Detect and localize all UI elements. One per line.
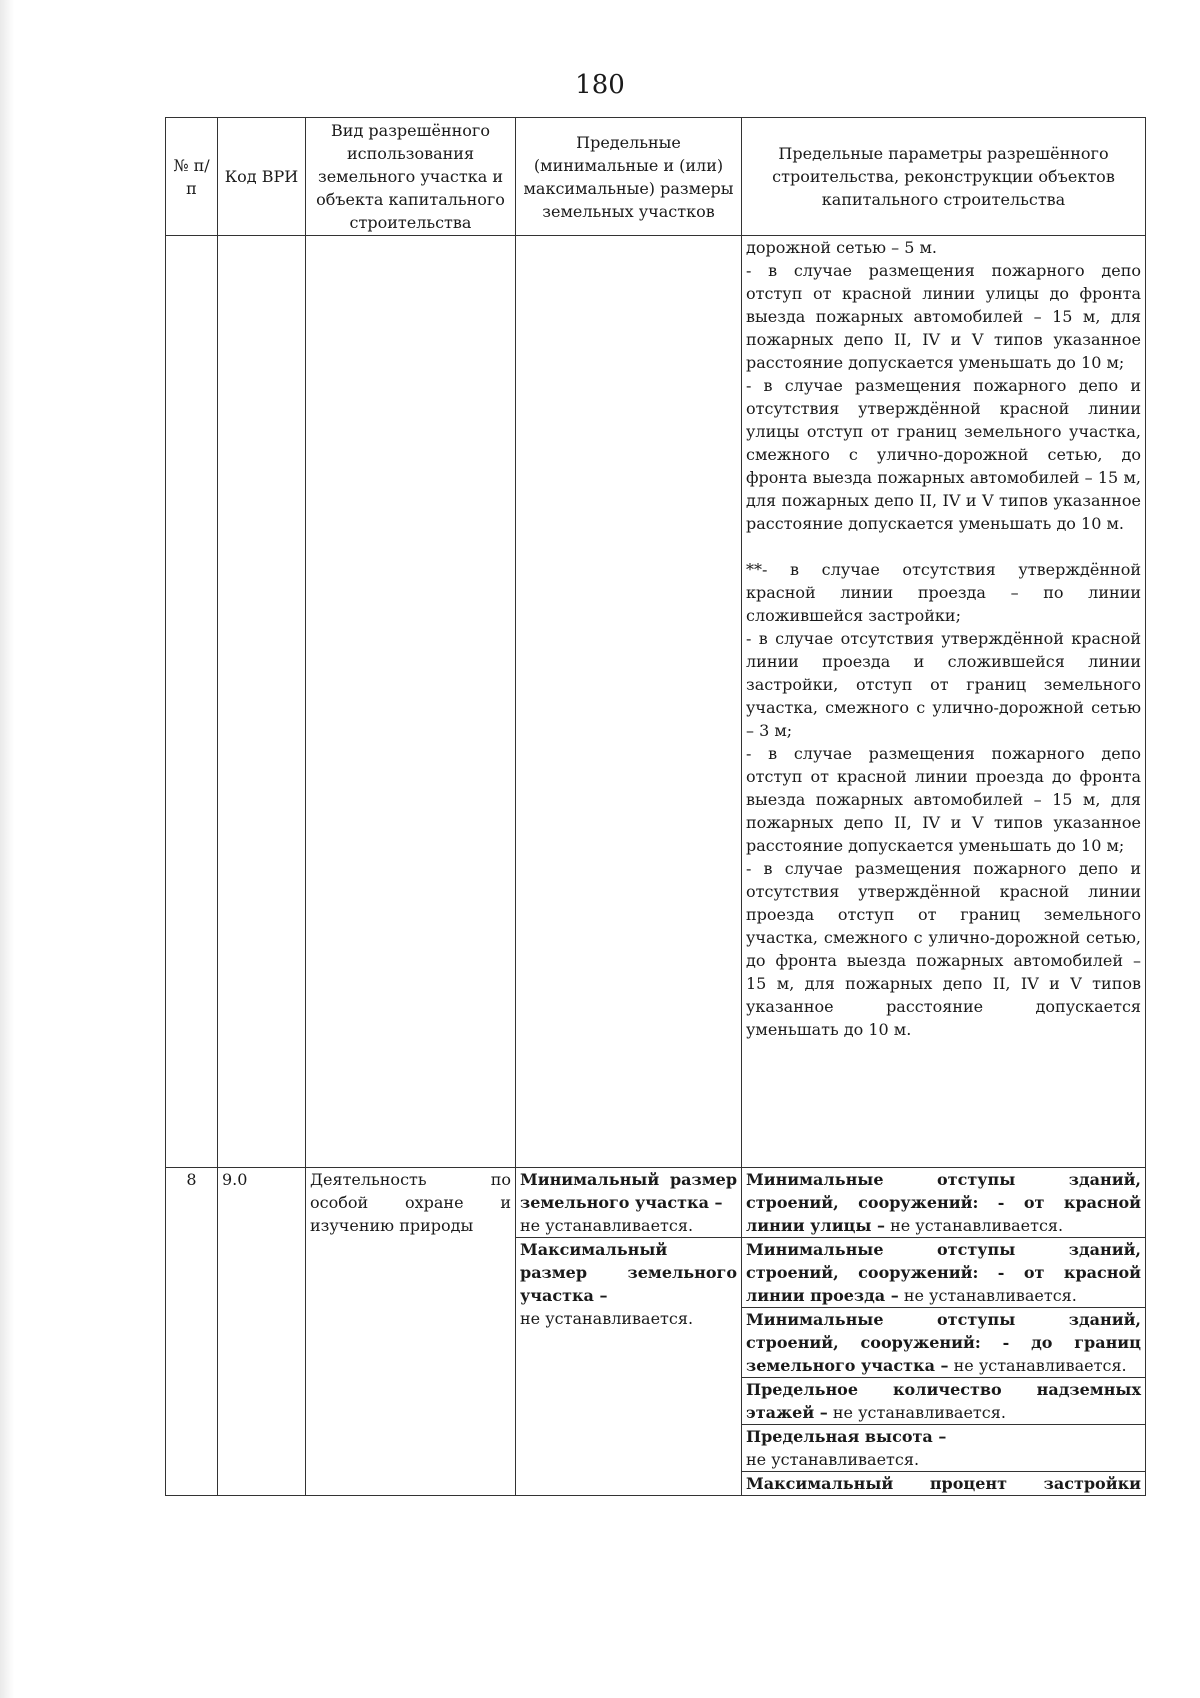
size-min <box>516 1168 741 1238</box>
page-number: 180 <box>575 70 625 100</box>
header-kind: Вид разрешённого использования земельного участка и объекта капитального строительства <box>306 118 516 236</box>
param-paragraph: - в случае размещения пожарного депо отступ от красной линии проезда до фронта выезда пожарных автомобилей – 15 м, для пожарных депо II, IV и V типов указанное расстояние допускается уменьшать до 10 м; <box>746 744 1141 855</box>
param-paragraph: **- в случае отсутствия утверждённой красной линии проезда – по линии сложившейся застройки; <box>746 560 1141 625</box>
row-sizes <box>516 1168 742 1496</box>
param-block <box>742 1308 1145 1378</box>
param-value: не устанавливается. <box>903 1286 1077 1305</box>
header-code: Код ВРИ <box>218 118 306 236</box>
header-row <box>166 118 1146 236</box>
param-value: не устанавливается. <box>890 1216 1064 1235</box>
continued-sizes <box>516 236 742 1168</box>
param-value: не устанавливается. <box>953 1356 1127 1375</box>
param-label: Предельное количество надземных этажей – <box>746 1380 1141 1422</box>
size-max <box>516 1238 741 1330</box>
size-max-value: не устанавливается. <box>520 1309 694 1328</box>
continued-code <box>218 236 306 1168</box>
continued-kind <box>306 236 516 1168</box>
param-label: Минимальные отступы зданий, строений, сооружений: - от красной линии проезда – <box>746 1240 1141 1305</box>
param-paragraph: - в случае отсутствия утверждённой красной линии проезда и сложившейся линии застройки, отступ от границ земельного участка, смежного с улично-дорожной сетью – 3 м; <box>746 629 1141 740</box>
param-paragraph: - в случае размещения пожарного депо и отсутствия утверждённой красной линии проезда отступ от границ земельного участка, смежного с улично-дорожной сетью, до фронта выезда пожарных автомобилей – 15 м, для пожарных депо II, IV и V типов указанное расстояние допускается уменьшать до 10 м. <box>746 859 1141 1039</box>
param-block <box>742 1378 1145 1425</box>
param-paragraph: - в случае размещения пожарного депо и отсутствия утверждённой красной линии улицы отступ от границ земельного участка, смежного с улично-дорожной сетью, до фронта выезда пожарных автомобилей – 15 м, для пожарных депо II, IV и V типов указанное расстояние допускается уменьшать до 10 м. <box>746 376 1141 533</box>
param-block <box>742 1168 1145 1238</box>
header-sizes: Предельные (минимальные и (или) максимальные) размеры земельных участков <box>516 118 742 236</box>
param-block <box>742 1238 1145 1308</box>
param-value: не устанавливается. <box>746 1450 920 1469</box>
continued-row <box>166 236 1146 1168</box>
size-min-label: Минимальный размер земельного участка – <box>520 1170 737 1212</box>
param-label: Минимальные отступы зданий, строений, сооружений: - до границ земельного участка – <box>746 1310 1141 1375</box>
param-block <box>742 1472 1145 1495</box>
row-kind: Деятельность по особой охране и изучению природы <box>306 1168 516 1496</box>
continued-num <box>166 236 218 1168</box>
row-num: 8 <box>166 1168 218 1496</box>
param-block <box>742 1425 1145 1472</box>
continued-first-line: дорожной сетью – 5 м. <box>746 238 938 257</box>
header-params: Предельные параметры разрешённого строительства, реконструкции объектов капитального строительства <box>742 118 1146 236</box>
param-label: Минимальные отступы зданий, строений, сооружений: - от красной линии улицы – <box>746 1170 1141 1235</box>
scan-edge <box>0 0 14 1698</box>
param-label: Предельная высота – <box>746 1427 947 1446</box>
table-row <box>166 1168 1146 1496</box>
spacer <box>746 535 1141 558</box>
param-value: не устанавливается. <box>827 1403 1006 1422</box>
header-num: № п/п <box>166 118 218 236</box>
size-min-value: не устанавливается. <box>520 1216 694 1235</box>
param-label: Максимальный процент застройки <box>746 1474 1141 1493</box>
size-max-label: Максимальный размер земельного участка – <box>520 1240 737 1305</box>
param-paragraph: - в случае размещения пожарного депо отступ от красной линии улицы до фронта выезда пожарных автомобилей – 15 м, для пожарных депо II, IV и V типов указанное расстояние допускается уменьшать до 10 м; <box>746 261 1141 372</box>
continued-params <box>742 236 1146 1168</box>
row-code: 9.0 <box>218 1168 306 1496</box>
regulations-table <box>165 117 1146 1496</box>
row-params <box>742 1168 1146 1496</box>
